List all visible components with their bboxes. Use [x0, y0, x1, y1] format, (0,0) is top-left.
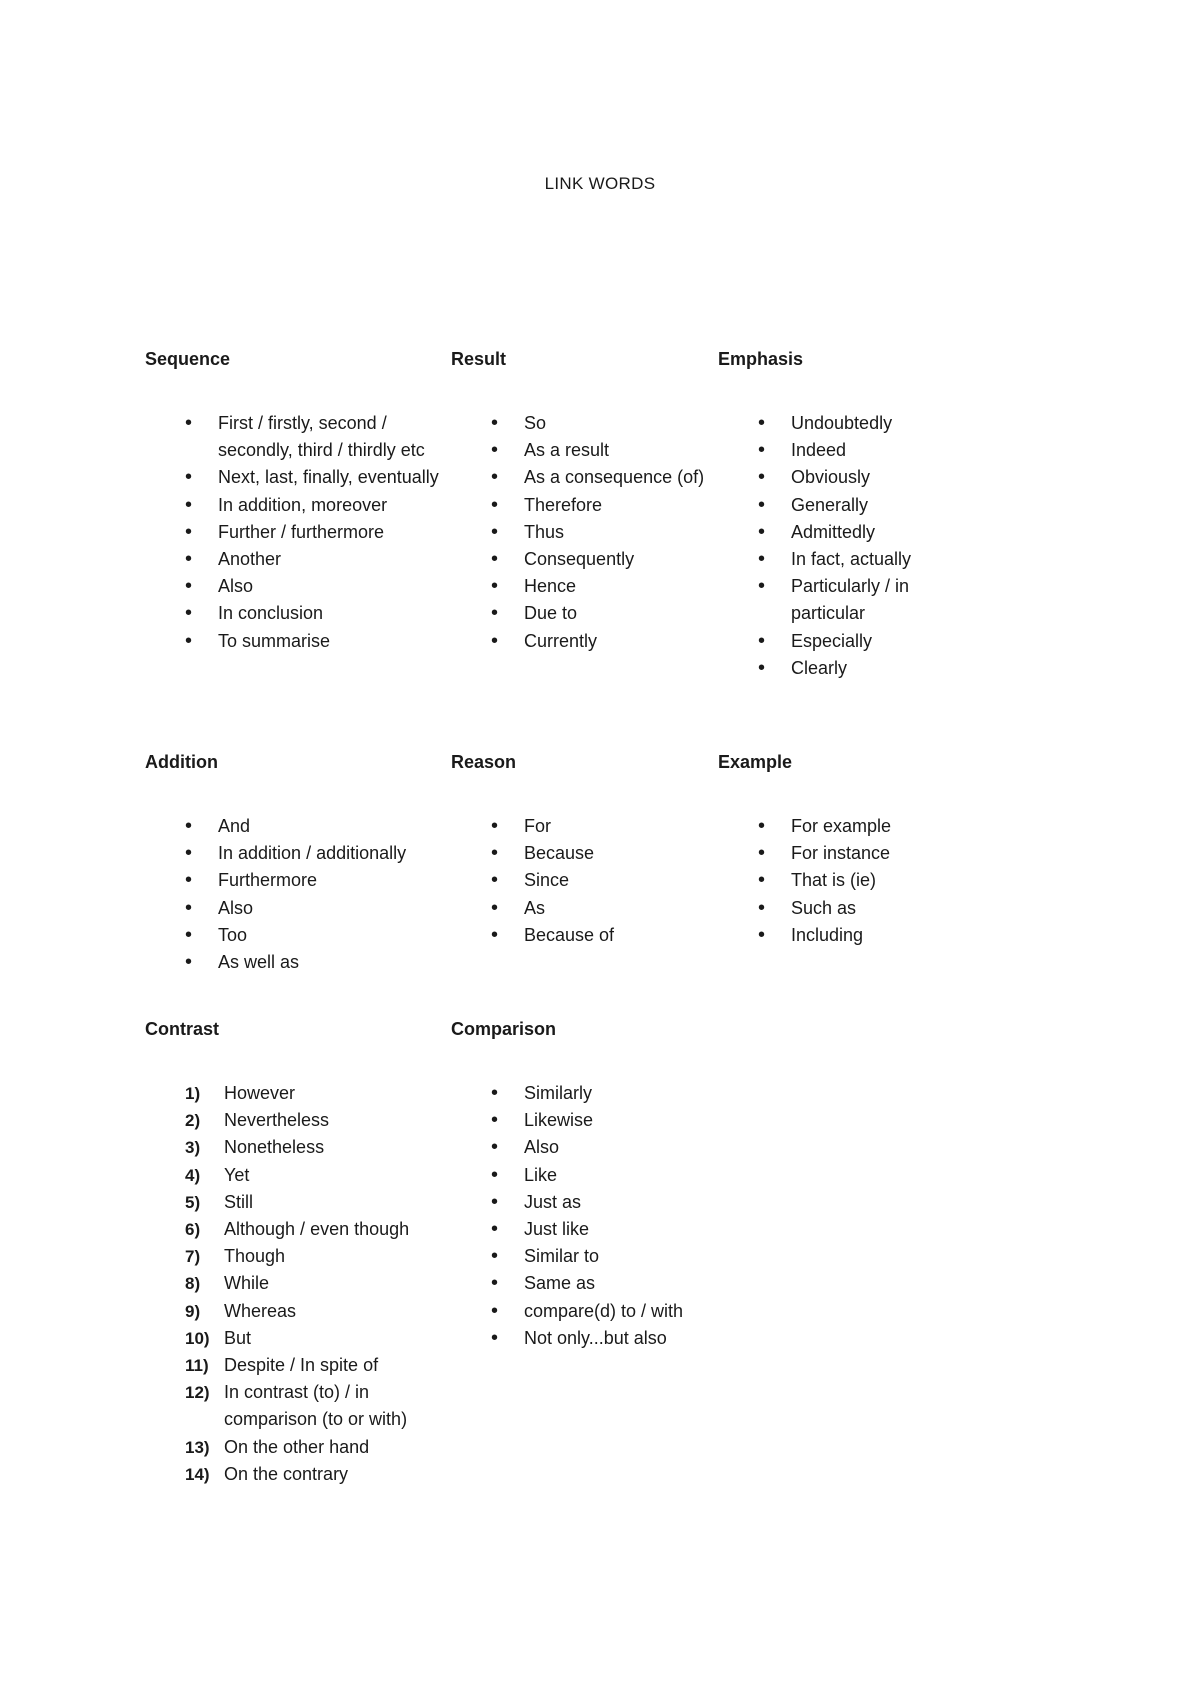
- list-item: [145, 464, 445, 491]
- list-item: [718, 573, 968, 627]
- list-item: [451, 437, 711, 464]
- list-item-text: For instance: [791, 843, 891, 864]
- section-heading: Contrast: [145, 1019, 220, 1039]
- section-reason: [451, 749, 711, 949]
- list-item-text: In fact, actually: [791, 549, 912, 570]
- list-item-text: Although / even though: [224, 1219, 410, 1240]
- bullet-list: [145, 410, 445, 655]
- list-item-number: 9): [185, 1301, 201, 1321]
- list-item: [718, 546, 968, 573]
- list-item: [451, 573, 711, 600]
- list-item: [145, 1134, 455, 1161]
- list-item: [145, 867, 455, 894]
- list-item: [451, 840, 711, 867]
- list-item-text: Yet: [224, 1164, 250, 1185]
- list-item: [451, 1270, 711, 1297]
- list-item: [451, 600, 711, 627]
- list-item-number: 4): [185, 1165, 201, 1185]
- list-item: [451, 464, 711, 491]
- list-item: [145, 1461, 455, 1488]
- list-item-text: Similar to: [524, 1246, 600, 1267]
- list-item: [451, 410, 711, 437]
- list-item-text: First / firstly, second / secondly, third / thirdly etc: [218, 413, 425, 461]
- list-item-text: Same as: [524, 1273, 596, 1294]
- list-item: [145, 628, 445, 655]
- list-item: [718, 519, 968, 546]
- list-item-text: Also: [218, 576, 254, 597]
- list-item-text: Also: [524, 1137, 560, 1158]
- section-addition: [145, 749, 455, 976]
- list-item-text: As a result: [524, 440, 610, 461]
- list-item: [145, 1162, 455, 1189]
- list-item-text: Nonetheless: [224, 1137, 325, 1158]
- list-item-text: compare(d) to / with: [524, 1300, 684, 1321]
- list-item-number: 7): [185, 1247, 201, 1267]
- list-item: [718, 922, 968, 949]
- list-item: [718, 464, 968, 491]
- list-item-text: As a consequence (of): [524, 467, 705, 488]
- list-item-text: Currently: [524, 630, 598, 651]
- list-item-text: Clearly: [791, 657, 848, 678]
- bullet-list: [451, 410, 711, 655]
- list-item-text: Despite / In spite of: [224, 1355, 379, 1376]
- list-item: [145, 1189, 455, 1216]
- section-heading: Reason: [451, 752, 517, 772]
- list-item-text: Also: [218, 897, 254, 918]
- list-item: [718, 867, 968, 894]
- list-item-number: 12): [185, 1383, 210, 1403]
- list-item-text: As: [524, 897, 546, 918]
- list-item-number: 6): [185, 1220, 201, 1240]
- list-item: [451, 1189, 711, 1216]
- list-item: [451, 813, 711, 840]
- bullet-list: [451, 813, 711, 949]
- list-item: [718, 840, 968, 867]
- list-item-text: Though: [224, 1246, 286, 1267]
- list-item: [451, 1243, 711, 1270]
- list-item-text: Too: [218, 924, 248, 945]
- numbered-list: [145, 1080, 455, 1488]
- list-item-text: To summarise: [218, 630, 331, 651]
- section-comparison: [451, 1016, 711, 1352]
- section-heading: Addition: [145, 752, 218, 772]
- list-item: [145, 492, 445, 519]
- list-item: [451, 546, 711, 573]
- list-item: [145, 1379, 455, 1433]
- list-item: [718, 895, 968, 922]
- list-item-text: But: [224, 1327, 252, 1348]
- list-item-number: 14): [185, 1464, 210, 1484]
- list-item-number: 2): [185, 1111, 201, 1131]
- list-item: [145, 519, 445, 546]
- list-item-number: 5): [185, 1192, 201, 1212]
- list-item-text: Hence: [524, 576, 577, 597]
- list-item-text: Just as: [524, 1191, 582, 1212]
- list-item-text: Such as: [791, 897, 857, 918]
- list-item-text: Another: [218, 549, 282, 570]
- list-item-text: Consequently: [524, 549, 635, 570]
- list-item-text: Because: [524, 843, 595, 864]
- list-item-number: 8): [185, 1274, 201, 1294]
- list-item: [145, 1325, 455, 1352]
- section-example: [718, 749, 968, 949]
- page-title: LINK WORDS: [544, 174, 656, 193]
- list-item: [451, 1162, 711, 1189]
- list-item: [145, 1216, 455, 1243]
- bullet-list: [718, 410, 968, 682]
- section-heading: Sequence: [145, 349, 231, 369]
- bullet-list: [145, 813, 455, 976]
- list-item-text: Particularly / in particular: [791, 576, 910, 624]
- section-result: [451, 346, 711, 655]
- list-item: [718, 813, 968, 840]
- list-item: [145, 949, 455, 976]
- bullet-list: [718, 813, 968, 949]
- section-contrast: [145, 1016, 455, 1488]
- list-item-text: Obviously: [791, 467, 871, 488]
- section-heading: Emphasis: [718, 349, 804, 369]
- list-item-text: Nevertheless: [224, 1110, 330, 1131]
- list-item-text: Due to: [524, 603, 578, 624]
- list-item-text: Whereas: [224, 1300, 297, 1321]
- list-item: [451, 895, 711, 922]
- list-item: [145, 600, 445, 627]
- list-item: [145, 840, 455, 867]
- list-item-text: While: [224, 1273, 270, 1294]
- list-item-text: Next, last, finally, eventually: [218, 467, 439, 488]
- list-item: [718, 628, 968, 655]
- list-item-text: That is (ie): [791, 870, 877, 891]
- bullet-list: [451, 1080, 711, 1352]
- list-item-text: Therefore: [524, 494, 603, 515]
- list-item: [145, 410, 445, 464]
- section-sequence: [145, 346, 445, 655]
- list-item: [451, 1080, 711, 1107]
- list-item: [451, 492, 711, 519]
- list-item: [451, 867, 711, 894]
- section-heading: Comparison: [451, 1019, 557, 1039]
- list-item-text: So: [524, 413, 547, 433]
- list-item-text: Admittedly: [791, 521, 876, 542]
- list-item: [145, 1107, 455, 1134]
- list-item-number: 11): [185, 1356, 209, 1376]
- list-item-number: 1): [185, 1084, 201, 1103]
- list-item-number: 3): [185, 1138, 201, 1158]
- list-item-text: On the other hand: [224, 1436, 370, 1457]
- list-item: [451, 1216, 711, 1243]
- list-item-text: In addition, moreover: [218, 494, 388, 515]
- list-item: [145, 1434, 455, 1461]
- list-item: [451, 1134, 711, 1161]
- list-item-text: Undoubtedly: [791, 413, 893, 433]
- list-item-text: Similarly: [524, 1083, 593, 1103]
- list-item-text: Especially: [791, 630, 873, 651]
- list-item: [145, 1080, 455, 1107]
- list-item: [145, 1298, 455, 1325]
- list-item-text: Further / furthermore: [218, 521, 385, 542]
- list-item: [145, 1243, 455, 1270]
- list-item-text: For example: [791, 816, 892, 836]
- list-item-text: Like: [524, 1164, 558, 1185]
- list-item-text: Likewise: [524, 1110, 594, 1131]
- list-item-text: However: [224, 1083, 296, 1103]
- list-item-text: Because of: [524, 924, 615, 945]
- list-item-text: Not only...but also: [524, 1327, 667, 1348]
- list-item-text: As well as: [218, 952, 300, 973]
- list-item: [451, 1107, 711, 1134]
- list-item: [718, 492, 968, 519]
- list-item-text: Thus: [524, 521, 565, 542]
- list-item-text: Still: [224, 1191, 254, 1212]
- list-item: [451, 1325, 711, 1352]
- list-item-text: Generally: [791, 494, 869, 515]
- list-item: [145, 1352, 455, 1379]
- list-item-text: For: [524, 816, 551, 836]
- list-item-text: On the contrary: [224, 1463, 349, 1484]
- list-item-text: Including: [791, 924, 864, 945]
- list-item: [145, 922, 455, 949]
- list-item-text: In addition / additionally: [218, 843, 407, 864]
- list-item-number: 10): [185, 1328, 210, 1348]
- list-item: [451, 1298, 711, 1325]
- section-heading: Example: [718, 752, 793, 772]
- list-item-text: In contrast (to) / in comparison (to or with): [224, 1382, 408, 1430]
- list-item: [718, 655, 968, 682]
- section-emphasis: [718, 346, 968, 682]
- list-item: [145, 895, 455, 922]
- list-item-text: Indeed: [791, 440, 847, 461]
- list-item-text: Just like: [524, 1219, 590, 1240]
- list-item: [145, 573, 445, 600]
- list-item: [718, 437, 968, 464]
- list-item: [145, 1270, 455, 1297]
- list-item: [451, 922, 711, 949]
- section-heading: Result: [451, 349, 507, 369]
- list-item-text: Furthermore: [218, 870, 318, 891]
- list-item: [451, 519, 711, 546]
- list-item: [145, 813, 455, 840]
- list-item: [718, 410, 968, 437]
- list-item: [145, 546, 445, 573]
- list-item-text: In conclusion: [218, 603, 324, 624]
- list-item-text: Since: [524, 870, 570, 891]
- list-item-number: 13): [185, 1437, 210, 1457]
- list-item-text: And: [218, 816, 251, 836]
- list-item: [451, 628, 711, 655]
